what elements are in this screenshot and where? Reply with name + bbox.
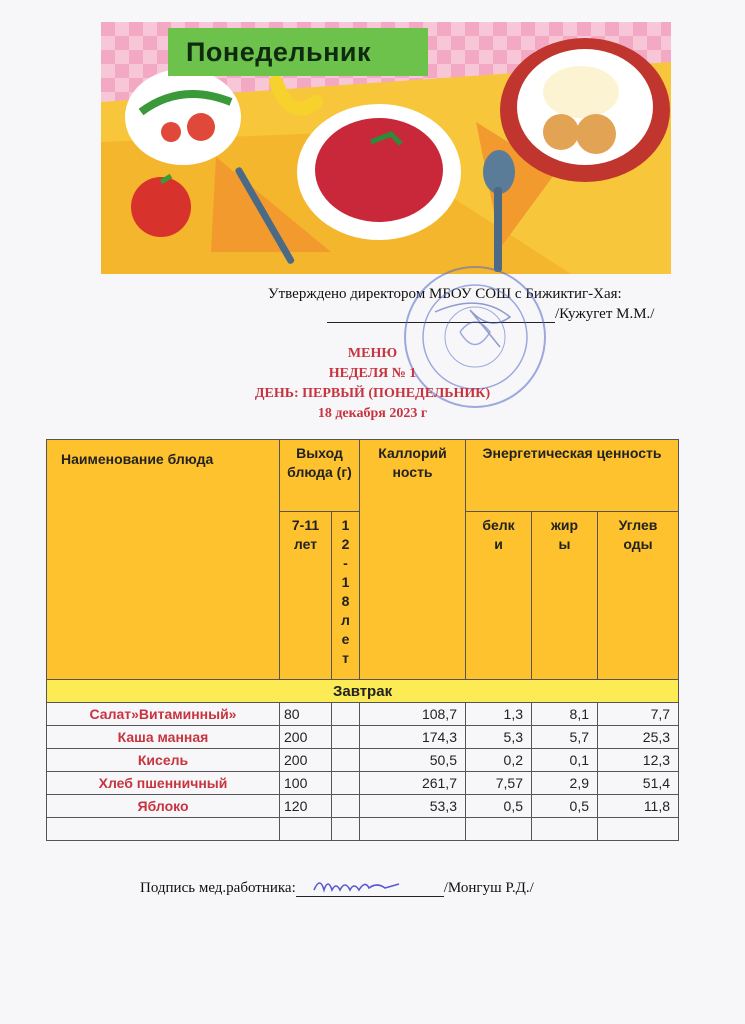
header-carbs [598, 512, 679, 680]
header-fats [532, 512, 598, 680]
week-heading: НЕДЕЛЯ № 1 [328, 366, 417, 381]
table-row-empty [47, 818, 679, 841]
table-row [47, 795, 679, 818]
header-calories-text: Каллорийность [378, 445, 447, 480]
header-proteins-text: белки [482, 517, 515, 552]
fats: 0,5 [532, 795, 598, 818]
table-row [47, 726, 679, 749]
empty-cell [332, 818, 360, 841]
empty-cell [598, 818, 679, 841]
header-age-7-11: 7-11 лет [280, 512, 332, 680]
medical-signature-line [140, 880, 534, 897]
dish-name: Хлеб пшенничный [47, 772, 280, 795]
fats: 8,1 [532, 703, 598, 726]
approval-text: Утверждено директором МБОУ СОШ с Бижиктиг-Хая: [268, 286, 622, 302]
carbs: 51,4 [598, 772, 679, 795]
carbs: 12,3 [598, 749, 679, 772]
yield-12-18 [332, 749, 360, 772]
calories: 50,5 [360, 749, 466, 772]
header-age-12-18 [332, 512, 360, 680]
dish-name: Кисель [47, 749, 280, 772]
carbs: 11,8 [598, 795, 679, 818]
fats: 5,7 [532, 726, 598, 749]
header-proteins [466, 512, 532, 680]
yield-12-18 [332, 726, 360, 749]
handwritten-signature [296, 880, 444, 897]
header-dish-name: Наименование блюда [47, 440, 280, 680]
table-row [47, 749, 679, 772]
dish-name: Яблоко [47, 795, 280, 818]
proteins: 7,57 [466, 772, 532, 795]
dish-name: Салат»Витаминный» [47, 703, 280, 726]
table-row [47, 772, 679, 795]
yield-7-11: 120 [280, 795, 332, 818]
yield-12-18 [332, 772, 360, 795]
day-heading: ДЕНЬ: ПЕРВЫЙ (ПОНЕДЕЛЬНИК) [254, 386, 491, 401]
header-age-12-18-text: 12-18лет [341, 517, 350, 666]
calories: 108,7 [360, 703, 466, 726]
section-breakfast: Завтрак [47, 680, 679, 703]
day-title: Понедельник [168, 28, 428, 76]
carbs: 7,7 [598, 703, 679, 726]
yield-7-11: 100 [280, 772, 332, 795]
calories: 261,7 [360, 772, 466, 795]
proteins: 0,5 [466, 795, 532, 818]
empty-cell [47, 818, 280, 841]
header-energy: Энергетическая ценность [466, 440, 679, 512]
signature-label: Подпись мед.работника: [140, 880, 296, 896]
yield-12-18 [332, 795, 360, 818]
empty-cell [532, 818, 598, 841]
header-carbs-text: Углеводы [618, 517, 658, 552]
empty-cell [360, 818, 466, 841]
date-heading: 18 декабря 2023 г [317, 406, 428, 421]
calories: 53,3 [360, 795, 466, 818]
menu-heading: МЕНЮ [347, 346, 398, 361]
yield-7-11: 200 [280, 726, 332, 749]
yield-7-11: 200 [280, 749, 332, 772]
fats: 0,1 [532, 749, 598, 772]
proteins: 5,3 [466, 726, 532, 749]
proteins: 0,2 [466, 749, 532, 772]
header-calories [360, 440, 466, 680]
dish-name: Каша манная [47, 726, 280, 749]
carbs: 25,3 [598, 726, 679, 749]
medic-name: /Монгуш Р.Д./ [443, 880, 534, 896]
menu-table [46, 439, 679, 841]
yield-7-11: 80 [280, 703, 332, 726]
header-fats-text: жиры [550, 517, 579, 552]
fats: 2,9 [532, 772, 598, 795]
empty-cell [466, 818, 532, 841]
proteins: 1,3 [466, 703, 532, 726]
header-yield: Выход блюда (г) [280, 440, 360, 512]
yield-12-18 [332, 703, 360, 726]
director-name: /Кужугет М.М./ [555, 306, 655, 322]
calories: 174,3 [360, 726, 466, 749]
table-row [47, 703, 679, 726]
empty-cell [280, 818, 332, 841]
